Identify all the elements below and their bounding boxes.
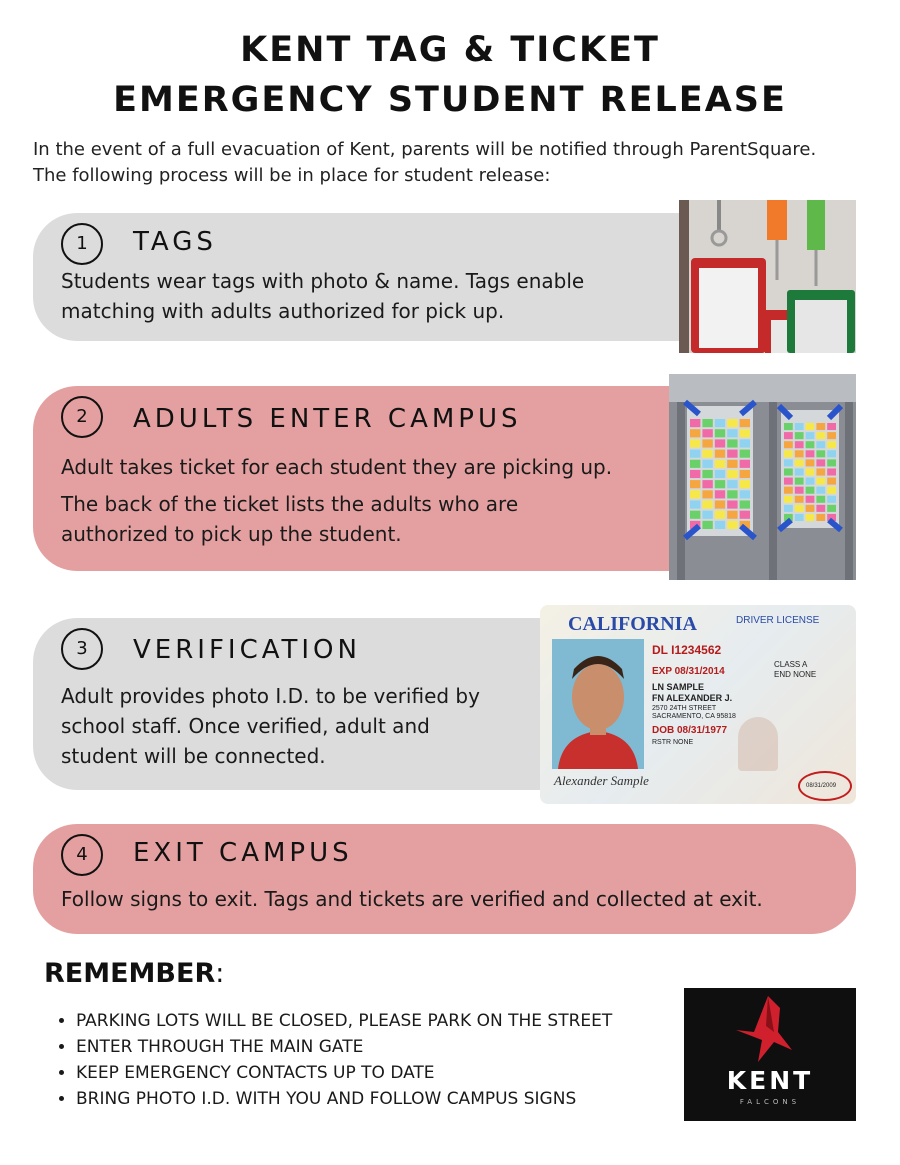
ticket-cell: [795, 432, 804, 439]
ticket-cell: [816, 487, 825, 494]
step-3-band: [33, 618, 593, 790]
list-item: • BRING PHOTO I.D. WITH YOU AND FOLLOW CAMPUS SIGNS: [76, 1086, 612, 1112]
ticket-cell: [727, 500, 737, 508]
ticket-cell: [690, 450, 700, 458]
falcon-icon: [684, 988, 856, 1068]
step-1-body-line-1: Students wear tags with photo & name. Tags enable: [61, 269, 585, 293]
ticket-cell: [816, 468, 825, 475]
ticket-cell: [827, 496, 836, 503]
ticket-cell: [727, 419, 737, 427]
step-3-body-line-1: Adult provides photo I.D. to be verified by: [61, 684, 480, 708]
ticket-cell: [784, 441, 793, 448]
ticket-cell: [816, 450, 825, 457]
ticket-cell: [784, 450, 793, 457]
step-3-title: VERIFICATION: [133, 635, 361, 665]
driver-license-photo: [540, 605, 856, 804]
ticket-cell: [740, 429, 750, 437]
ticket-cell: [795, 459, 804, 466]
ticket-cell: [806, 478, 815, 485]
ticket-cell: [816, 423, 825, 430]
ticket-cell: [827, 459, 836, 466]
lanyard-tags-illustration: [679, 200, 856, 353]
ticket-cell: [740, 490, 750, 498]
ticket-cell: [784, 459, 793, 466]
ticket-cell: [827, 505, 836, 512]
step-4-band: [33, 824, 856, 934]
step-2-band: [33, 386, 723, 571]
intro-text: [33, 137, 873, 189]
ticket-cell: [795, 450, 804, 457]
license-fn: FN ALEXANDER J.: [652, 693, 733, 703]
ticket-cell: [740, 480, 750, 488]
ticket-cell: [702, 450, 712, 458]
step-2-body-para-2-line-1: The back of the ticket lists the adults who are: [61, 492, 519, 516]
license-ln: LN SAMPLE: [652, 682, 705, 692]
ticket-cell: [715, 450, 725, 458]
ticket-cell: [715, 429, 725, 437]
step-3-body-line-2: school staff. Once verified, adult and: [61, 714, 430, 738]
ticket-cell: [827, 450, 836, 457]
ticket-cell: [784, 487, 793, 494]
ticket-cell: [702, 480, 712, 488]
ticket-cell: [827, 478, 836, 485]
step-4-body: Follow signs to exit. Tags and tickets are verified and collected at exit.: [61, 887, 763, 911]
license-iss: 08/31/2009: [806, 783, 837, 789]
ticket-cell: [816, 496, 825, 503]
license-addr1: 2570 24TH STREET: [652, 705, 717, 712]
ticket-cell: [740, 511, 750, 519]
step-3-body: [61, 681, 480, 771]
step-1-title: TAGS: [133, 227, 217, 257]
ticket-cell: [806, 459, 815, 466]
intro-line-1: In the event of a full evacuation of Kent, parents will be notified through ParentSquare.: [33, 139, 817, 160]
license-doc-type: DRIVER LICENSE: [736, 615, 820, 626]
ticket-cell: [806, 505, 815, 512]
ticket-cell: [727, 450, 737, 458]
ticket-cell: [715, 511, 725, 519]
ticket-cell: [690, 500, 700, 508]
ticket-cell: [702, 460, 712, 468]
ticket-cell: [827, 468, 836, 475]
ticket-cell: [690, 480, 700, 488]
ticket-cell: [816, 441, 825, 448]
ticket-cell: [784, 423, 793, 430]
ticket-cell: [806, 468, 815, 475]
ticket-cell: [827, 432, 836, 439]
remember-heading-colon: :: [215, 958, 225, 989]
license-portrait: [552, 639, 644, 769]
ticket-cell: [702, 439, 712, 447]
step-1-body-line-2: matching with adults authorized for pick up.: [61, 299, 505, 323]
ticket-cell: [784, 432, 793, 439]
ticket-cell: [715, 439, 725, 447]
ticket-cell: [740, 470, 750, 478]
ticket-cell: [702, 419, 712, 427]
step-2-body-para-2-line-2: authorized to pick up the student.: [61, 522, 402, 546]
ticket-cell: [784, 496, 793, 503]
ticket-cell: [740, 500, 750, 508]
step-2-number: 2: [61, 396, 103, 438]
step-1-number: 1: [61, 223, 103, 265]
ticket-cell: [740, 439, 750, 447]
ticket-cell: [727, 439, 737, 447]
ticket-cell: [690, 490, 700, 498]
ticket-cell: [795, 468, 804, 475]
license-rstr: RSTR NONE: [652, 739, 694, 746]
ticket-cell: [795, 505, 804, 512]
ticket-cell: [702, 521, 712, 529]
list-item: • KEEP EMERGENCY CONTACTS UP TO DATE: [76, 1060, 612, 1086]
step-2-body-para-1: Adult takes ticket for each student they are picking up.: [61, 455, 613, 479]
ticket-cell: [727, 480, 737, 488]
ticket-cell: [795, 496, 804, 503]
ticket-cell: [795, 423, 804, 430]
ticket-cell: [740, 450, 750, 458]
ticket-cell: [827, 423, 836, 430]
ticket-cell: [702, 490, 712, 498]
license-addr2: SACRAMENTO, CA 95818: [652, 713, 736, 720]
ticket-cell: [816, 478, 825, 485]
license-signature: Alexander Sample: [554, 773, 649, 788]
ticket-cell: [784, 478, 793, 485]
ticket-cell: [727, 460, 737, 468]
license-dob: DOB 08/31/1977: [652, 725, 728, 736]
ticket-cell: [727, 511, 737, 519]
ticket-cell: [702, 500, 712, 508]
ticket-cell: [702, 429, 712, 437]
step-3-number: 3: [61, 628, 103, 670]
lanyard-tags-photo: [679, 200, 856, 353]
logo-word: KENT: [726, 1066, 814, 1095]
ticket-cell: [806, 450, 815, 457]
ticket-cell: [702, 470, 712, 478]
ticket-cell: [806, 514, 815, 521]
ticket-cell: [740, 460, 750, 468]
logo-subtitle: FALCONS: [739, 1098, 801, 1106]
license-state: CALIFORNIA: [568, 613, 697, 635]
ticket-cell: [827, 441, 836, 448]
ticket-cell: [690, 429, 700, 437]
ticket-cell: [806, 496, 815, 503]
ticket-cell: [727, 521, 737, 529]
ticket-cell: [816, 514, 825, 521]
ticket-cell: [795, 478, 804, 485]
step-2-title: ADULTS ENTER CAMPUS: [133, 404, 522, 434]
license-exp: EXP 08/31/2014: [652, 666, 725, 677]
ticket-cell: [795, 514, 804, 521]
kent-falcons-logo: [684, 988, 856, 1121]
list-item: • PARKING LOTS WILL BE CLOSED, PLEASE PARK ON THE STREET: [76, 1008, 612, 1034]
ticket-cell: [690, 470, 700, 478]
ticket-cell: [690, 460, 700, 468]
remember-list: [46, 1008, 612, 1112]
ticket-cell: [806, 441, 815, 448]
ticket-cell: [702, 511, 712, 519]
ticket-cell: [715, 500, 725, 508]
ticket-cell: [715, 419, 725, 427]
ticket-cell: [816, 432, 825, 439]
license-dl: DL I1234562: [652, 643, 722, 657]
ticket-boards-illustration: [669, 374, 856, 580]
page-title-line-2: EMERGENCY STUDENT RELEASE: [113, 80, 787, 120]
step-3-body-line-3: student will be connected.: [61, 744, 326, 768]
step-1-band: [33, 213, 733, 341]
ticket-cell: [740, 419, 750, 427]
step-4-number: 4: [61, 834, 103, 876]
license-class: CLASS A: [774, 660, 808, 669]
ticket-cell: [690, 439, 700, 447]
ticket-cell: [784, 505, 793, 512]
ticket-cell: [690, 419, 700, 427]
ticket-cell: [806, 423, 815, 430]
ticket-boards-photo: [669, 374, 856, 580]
portrait-illustration: [552, 639, 644, 769]
ticket-cell: [727, 470, 737, 478]
ticket-cell: [690, 511, 700, 519]
ticket-cell: [806, 487, 815, 494]
license-end: END NONE: [774, 670, 817, 679]
ticket-cell: [827, 487, 836, 494]
page-title-line-1: KENT TAG & TICKET: [240, 30, 660, 70]
ticket-cell: [727, 490, 737, 498]
ticket-cell: [715, 490, 725, 498]
ticket-cell: [816, 505, 825, 512]
ticket-cell: [715, 521, 725, 529]
step-2-body-para-2: [61, 489, 518, 549]
intro-line-2: The following process will be in place for student release:: [33, 165, 551, 186]
ticket-cell: [806, 432, 815, 439]
step-1-body: [61, 266, 584, 326]
ticket-cell: [715, 460, 725, 468]
remember-heading: [44, 958, 224, 989]
license-ghost-photo: [738, 717, 778, 771]
ticket-cell: [727, 429, 737, 437]
list-item: • ENTER THROUGH THE MAIN GATE: [76, 1034, 612, 1060]
ticket-cell: [715, 470, 725, 478]
step-4-title: EXIT CAMPUS: [133, 838, 353, 868]
remember-heading-text: REMEMBER: [44, 958, 216, 989]
ticket-cell: [795, 487, 804, 494]
ticket-cell: [715, 480, 725, 488]
ticket-cell: [816, 459, 825, 466]
ticket-cell: [795, 441, 804, 448]
ticket-cell: [784, 468, 793, 475]
